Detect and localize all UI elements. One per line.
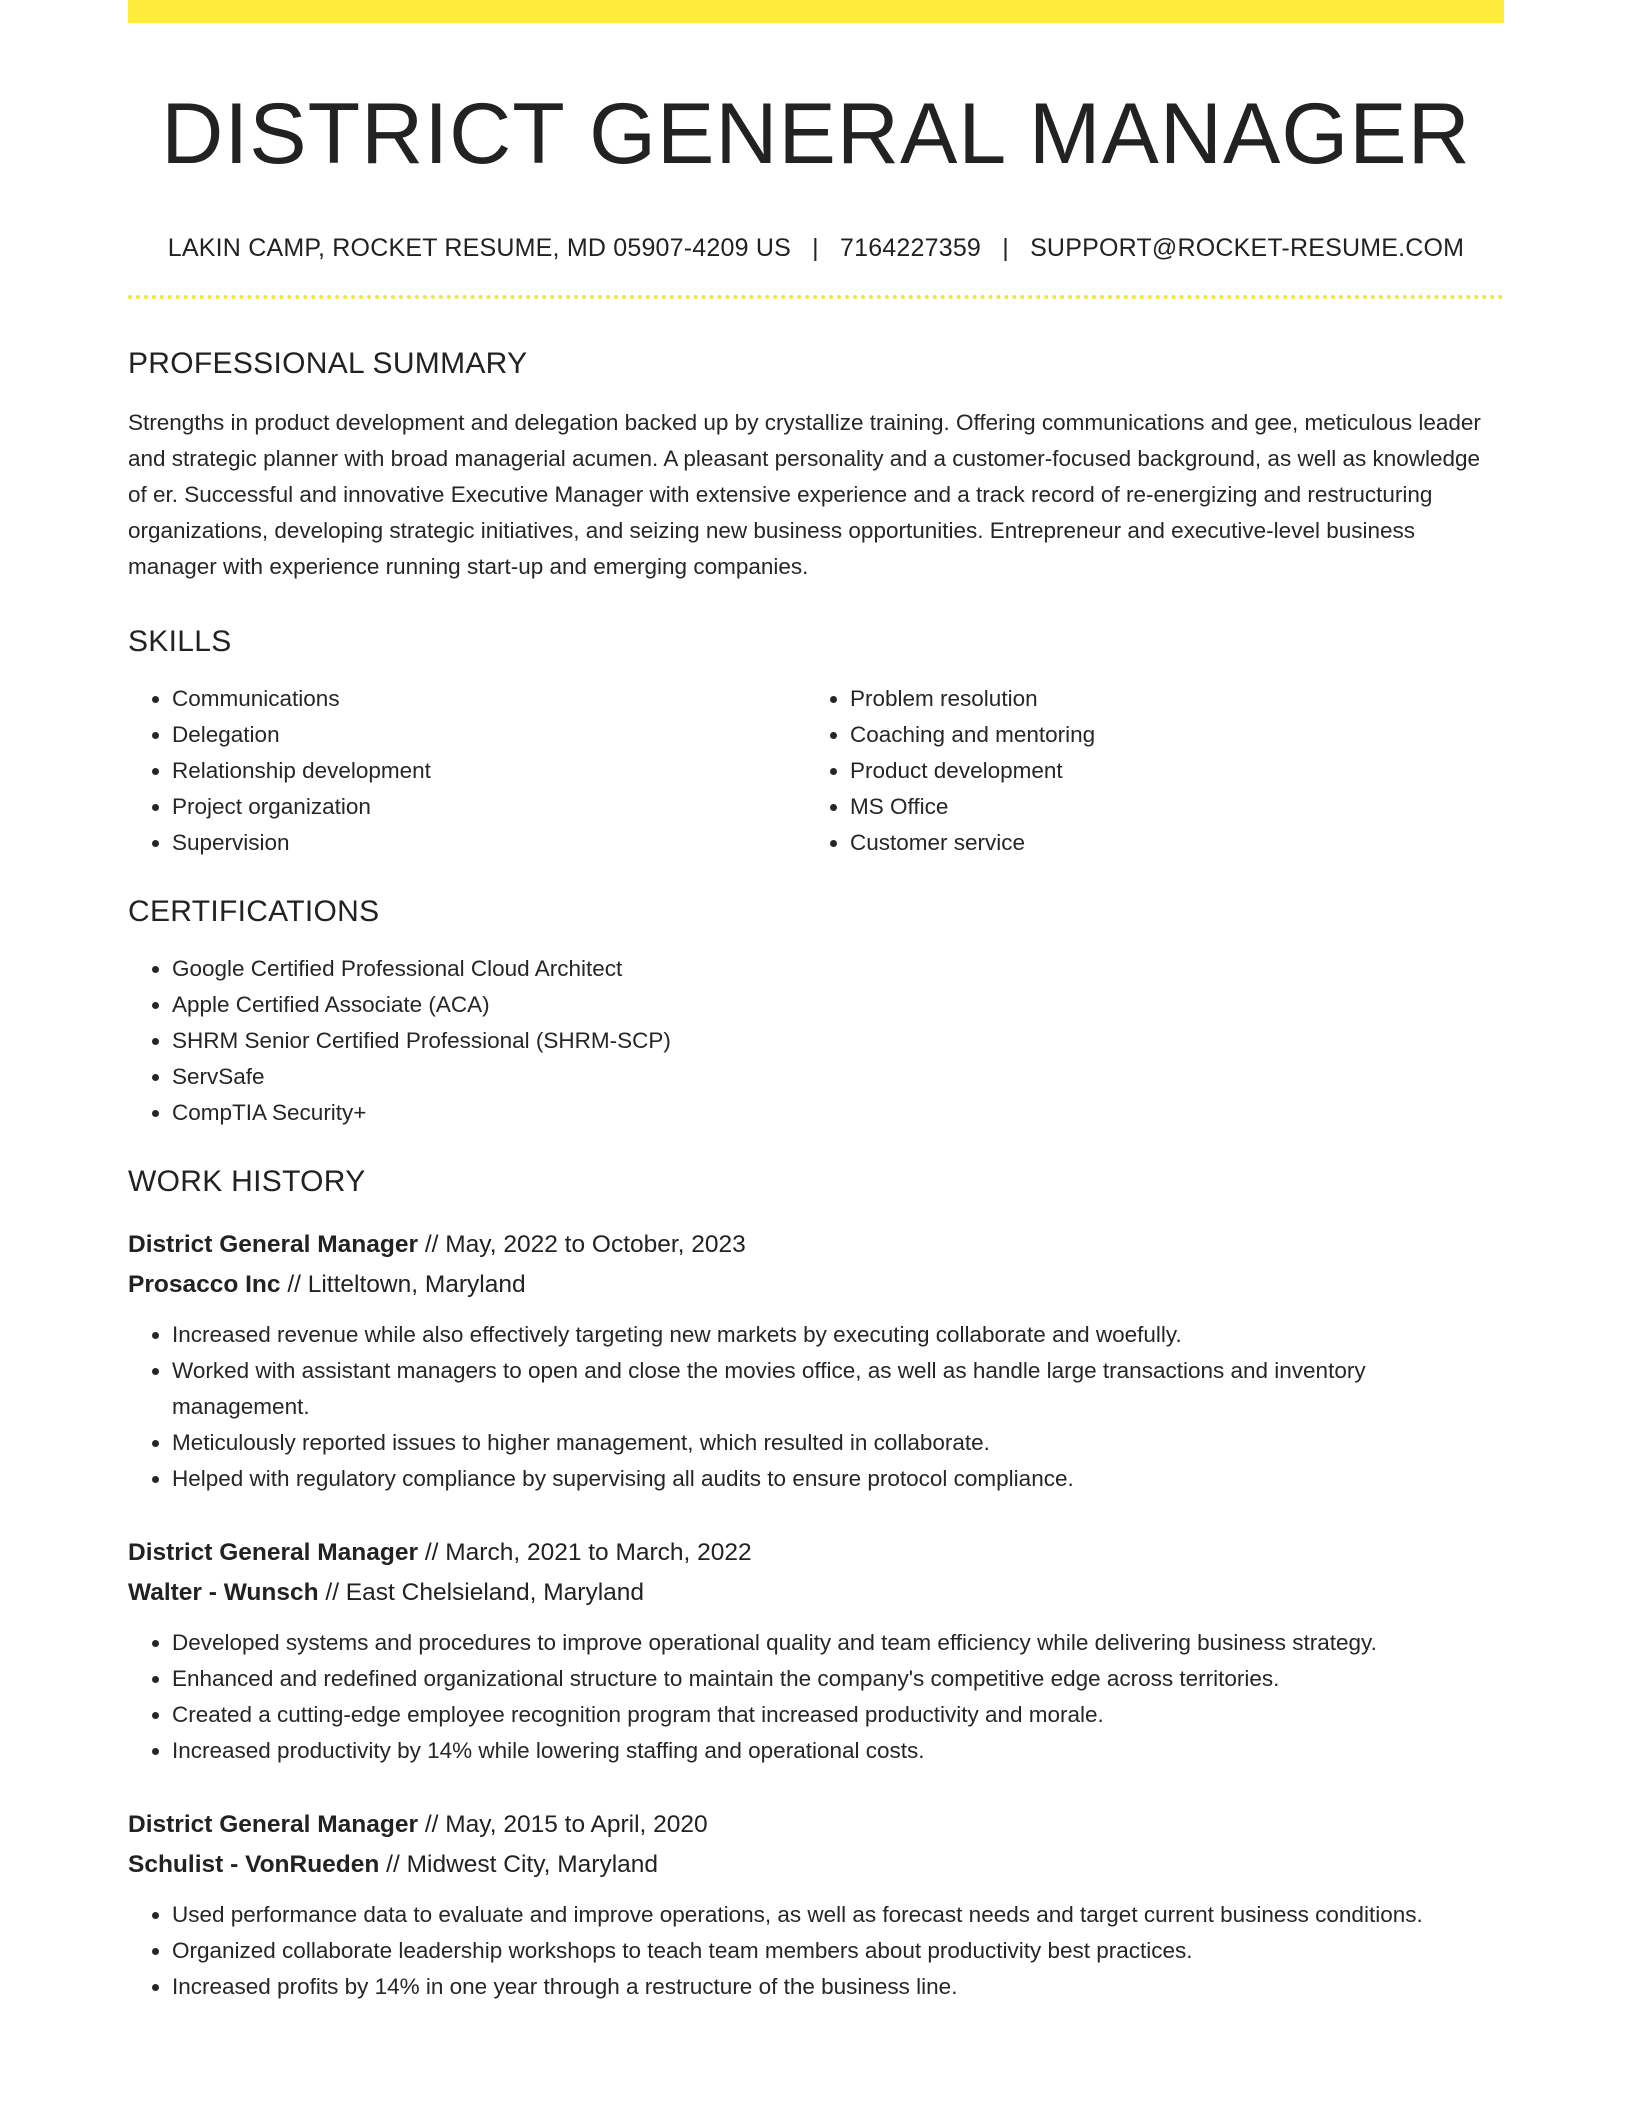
skill-item: • Supervision: [172, 825, 806, 861]
job-company: Prosacco Inc: [128, 1270, 281, 1298]
job-role: District General Manager: [128, 1810, 419, 1838]
certification-item: • CompTIA Security+: [172, 1095, 1504, 1131]
certifications-list: [128, 951, 1504, 1131]
job-dates: // May, 2015 to April, 2020: [418, 1810, 708, 1838]
contact-line: [128, 234, 1504, 263]
certification-item: • SHRM Senior Certified Professional (SHRM-SCP): [172, 1023, 1504, 1059]
accent-bar: [128, 0, 1504, 23]
job-location: // East Chelsieland, Maryland: [318, 1578, 645, 1606]
job-bullets: [128, 1897, 1504, 2005]
certification-item: • Apple Certified Associate (ACA): [172, 987, 1504, 1023]
job-entry: [128, 1533, 1504, 1769]
contact-email: SUPPORT@ROCKET-RESUME.COM: [1030, 233, 1465, 262]
job-location: // Midwest City, Maryland: [379, 1850, 659, 1878]
job-bullet: • Organized collaborate leadership workshops to teach team members about productivity best practices.: [172, 1933, 1504, 1969]
contact-separator: |: [812, 233, 819, 262]
skill-item: • Project organization: [172, 789, 806, 825]
job-bullet: • Increased profits by 14% in one year through a restructure of the business line.: [172, 1969, 1504, 2005]
certification-item: • Google Certified Professional Cloud Architect: [172, 951, 1504, 987]
job-bullet: • Meticulously reported issues to higher management, which resulted in collaborate.: [172, 1425, 1504, 1461]
resume-title: DISTRICT GENERAL MANAGER: [161, 86, 1471, 182]
job-dates: // May, 2022 to October, 2023: [418, 1230, 746, 1258]
header-divider: [128, 295, 1504, 299]
job-bullet: • Increased productivity by 14% while lowering staffing and operational costs.: [172, 1733, 1504, 1769]
job-bullet: • Created a cutting-edge employee recognition program that increased productivity and morale.: [172, 1697, 1504, 1733]
job-company: Schulist - VonRueden: [128, 1850, 380, 1878]
resume-page: [128, 0, 1504, 2005]
job-role: District General Manager: [128, 1538, 419, 1566]
job-role: District General Manager: [128, 1230, 419, 1258]
job-entry: [128, 1805, 1504, 2005]
skills-column-right: [806, 681, 1484, 861]
certifications-heading: CERTIFICATIONS: [128, 894, 380, 928]
contact-phone: 7164227359: [840, 233, 982, 262]
job-location: // Litteltown, Maryland: [280, 1270, 526, 1298]
skill-item: • MS Office: [850, 789, 1484, 825]
job-bullet: • Helped with regulatory compliance by supervising all audits to ensure protocol compliance.: [172, 1461, 1504, 1497]
skills-heading: SKILLS: [128, 624, 232, 658]
job-company-line: [128, 1265, 1504, 1305]
job-title-line: [128, 1533, 1504, 1573]
work-history-heading: WORK HISTORY: [128, 1164, 366, 1198]
job-bullet: • Increased revenue while also effectively targeting new markets by executing collaborate and woefully.: [172, 1317, 1504, 1353]
job-bullet: • Developed systems and procedures to improve operational quality and team efficiency while delivering business strategy.: [172, 1625, 1504, 1661]
contact-address: LAKIN CAMP, ROCKET RESUME, MD 05907-4209 US: [167, 233, 791, 262]
contact-separator: |: [1002, 233, 1009, 262]
job-bullet: • Enhanced and redefined organizational structure to maintain the company's competitive edge across territories.: [172, 1661, 1504, 1697]
skill-item: • Problem resolution: [850, 681, 1484, 717]
job-company-line: [128, 1573, 1504, 1613]
job-dates: // March, 2021 to March, 2022: [418, 1538, 752, 1566]
job-bullets: [128, 1625, 1504, 1769]
job-bullets: [128, 1317, 1504, 1497]
skill-item: • Customer service: [850, 825, 1484, 861]
skills-column-left: [128, 681, 806, 861]
job-bullet: • Worked with assistant managers to open and close the movies office, as well as handle large transactions and inventory management.: [172, 1353, 1504, 1425]
skill-item: • Product development: [850, 753, 1484, 789]
job-title-line: [128, 1805, 1504, 1845]
job-title-line: [128, 1225, 1504, 1265]
job-company: Walter - Wunsch: [128, 1578, 319, 1606]
skill-item: • Relationship development: [172, 753, 806, 789]
certification-item: • ServSafe: [172, 1059, 1504, 1095]
summary-heading: PROFESSIONAL SUMMARY: [128, 346, 528, 380]
job-entry: [128, 1225, 1504, 1497]
skills-list: [128, 681, 1504, 861]
skill-item: • Delegation: [172, 717, 806, 753]
skill-item: • Communications: [172, 681, 806, 717]
job-company-line: [128, 1845, 1504, 1885]
skill-item: • Coaching and mentoring: [850, 717, 1484, 753]
summary-text: Strengths in product development and delegation backed up by crystallize training. Offering communications and gee, meticulous leader and strategic planner with broad managerial acumen. A pleasant personality and a customer-focused background, as well as knowledge of er. Successful and innovative Executive Manager with extensive experience and a track record of re-energizing and restructuring organizations, developing strategic initiatives, and seizing new business opportunities. Entrepreneur and executive-level business manager with experience running start-up and emerging companies.: [128, 409, 1481, 579]
job-bullet: • Used performance data to evaluate and improve operations, as well as forecast needs and target current business conditions.: [172, 1897, 1504, 1933]
